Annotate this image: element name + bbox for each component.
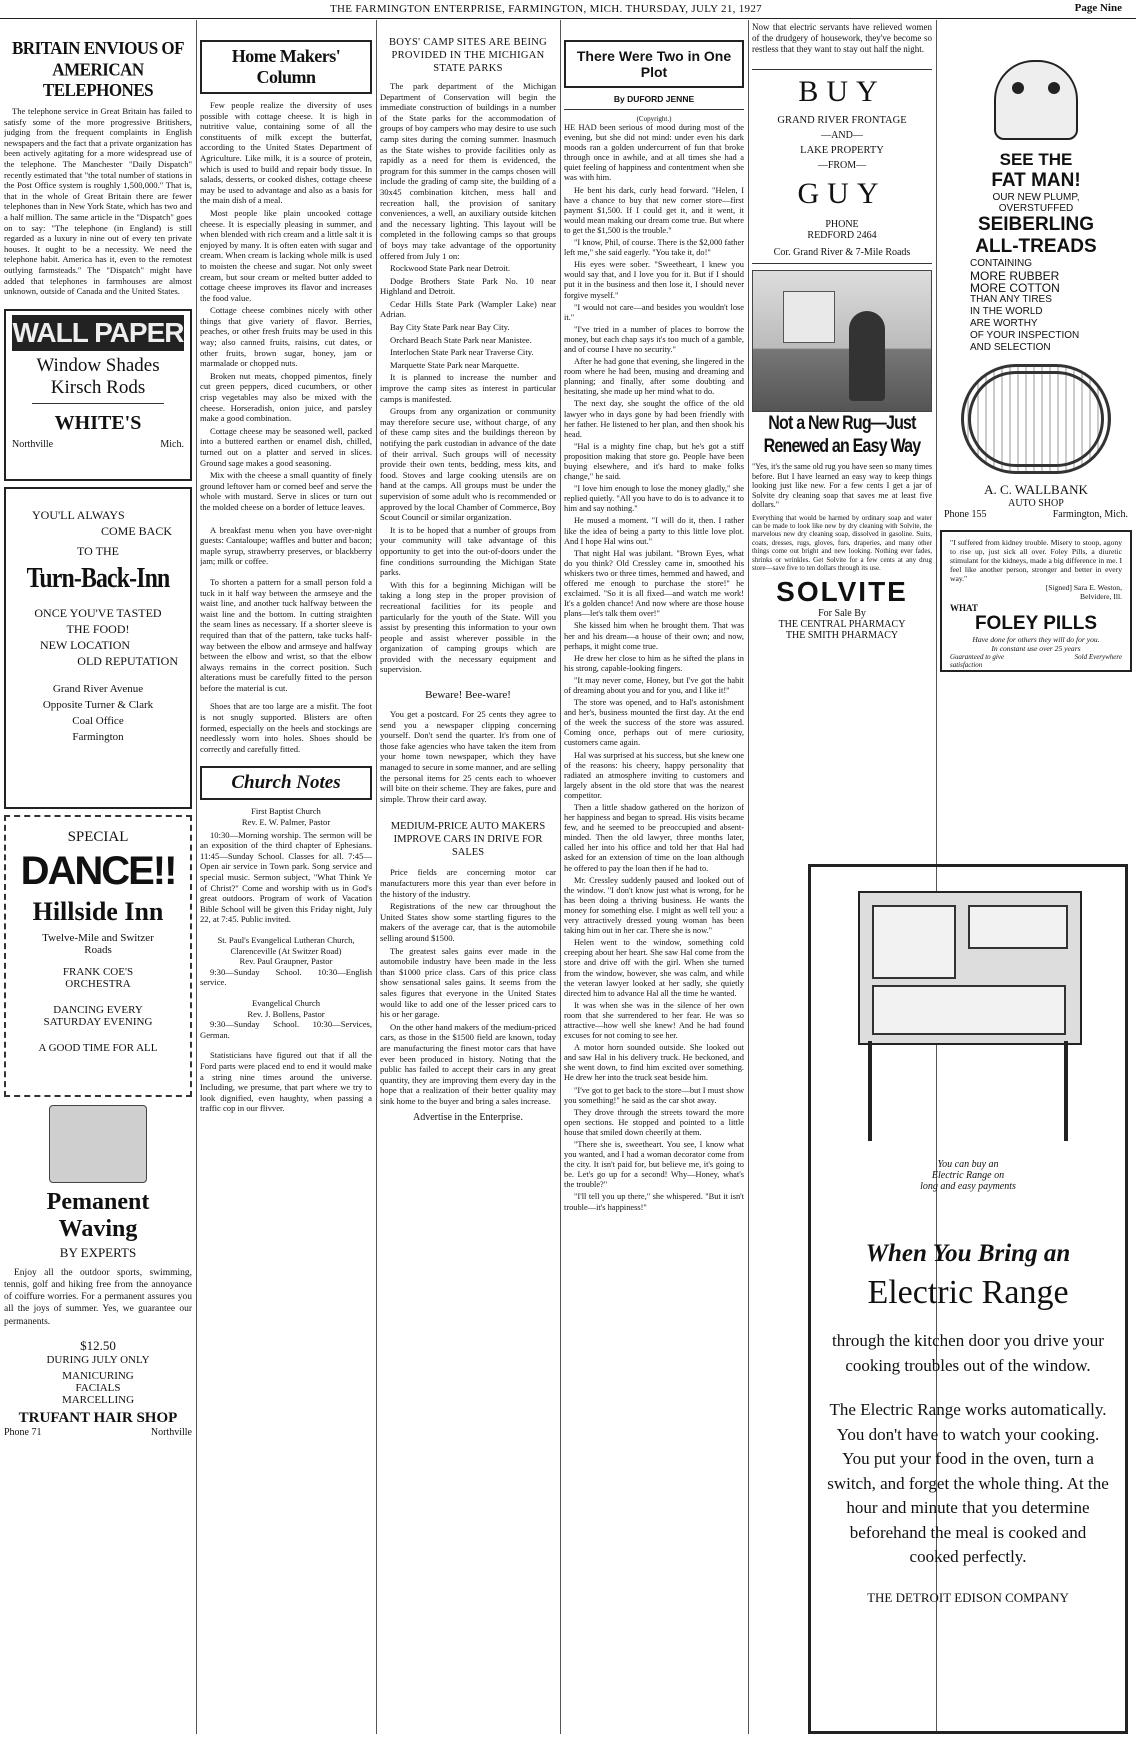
boys-camp-paragraph: It is to be hoped that a number of groups from your community will take advantage of this opportunity to get into the out-of-doors under the fine conditions surrounding the Michigan State parks. <box>380 524 556 578</box>
church3-name: Evangelical Church <box>251 997 320 1008</box>
buy-phone: REDFORD 2464 <box>807 230 877 241</box>
masthead <box>0 0 1136 19</box>
beware-headline: Beware! Bee-ware! <box>425 689 511 702</box>
tire-bullet: CONTAINING <box>970 258 1033 269</box>
solvite-for-sale: For Sale By <box>818 608 866 620</box>
church3-pastor: Rev. J. Bollens, Pastor <box>247 1008 325 1019</box>
buy-from: —FROM— <box>817 160 867 171</box>
turnback-inn-ad <box>4 487 192 809</box>
waving-phone: Phone 71 <box>4 1426 42 1438</box>
turnback-name: Turn-Back-Inn <box>26 562 170 594</box>
column-2 <box>200 22 372 1734</box>
range-caption1: You can buy an <box>937 1159 999 1170</box>
auto-article <box>380 867 556 1106</box>
turnback-addr2: Opposite Turner & Clark <box>42 698 154 711</box>
woman-portrait-illustration <box>49 1105 147 1183</box>
britain-article: The telephone service in Great Britain has failed to satisfy some of the more progressive Britishers, judging from the frequent complaints in English newspapers and the fact that a private organization has been actively agitating for a more widespread use of the telephone. The Manchester "Daily Dispatch" recently estimated that "the total number of stations in the Post Office system is roughly 1,500,000." That is, that in the whole of Great Britain there are fewer telephones than in New York State, which has two and a half million. The same article in the "Dispatch" goes on to say: "The telephone (in England) is still regarded as a luxury in nine out of every ten private houses. It ought to be a necessity. We need the telephone habit. America has it, even to the remotest outlying farmsteads." The "Dispatch" might have added that telephones in farmhouses are almost unknown, outside of Canada and the United States. <box>4 106 192 297</box>
dance-location: Twelve-Mile and Switzer Roads <box>42 931 154 956</box>
turnback-line3: TO THE <box>77 543 119 558</box>
tire-sub1: OUR NEW PLUMP, <box>992 192 1080 203</box>
tire-bullet: ARE WORTHY <box>970 318 1038 329</box>
homemakers-paragraph: To shorten a pattern for a small person fold a tuck in it half way between the armseye and the waist line, and another tuck halfway between the waist line and the bottom. In cutting straighten the seam lines as necessary. If a shorter sleeve is required than that of the pattern, take tucks half-way between the elbow and armseye and halfway between the elbow and wrist, so that the elbow always remains in the correct position. Such alterations must be carefully fitted to the person before the material is cut. <box>200 576 372 693</box>
wallpaper-state: Mich. <box>160 438 184 450</box>
church1-schedule: 10:30—Morning worship. The sermon will be an exposition of the third chapter of Ephesians. 11:45—Sunday School. Classes for all. 7:45—Open air service in Town park. Song service and special music. Sermon subject, "What Think Ye of Christ?" Come and worship with us in God's great outdoors. Program of work of Vacation Bible School will be given this Friday night, July 22, at 7:45. Public invited. <box>200 829 372 925</box>
tire-fat-man: FAT MAN! <box>991 170 1081 191</box>
boys-camp-paragraph: The park department of the Michigan Department of Conservation will begin the immediate construction of buildings in a number of the State parks for the accommodation of groups of boy campers who may desire to use such camp sites during the coming summer. Inasmuch as the State wishes to provide facilities only as rapidly as a need for them is evidenced, the program for this summer in the camps chosen will include the grading of camp site, the building of a 30x45 combination kitchen, mess hall and recreation hall, the provision of sanitary conveniences, a well, an auxiliary outside kitchen and the necessary lighting. This layout will be completed in the following camps so that groups of boys may take advantage of the opportunity offered from July 1 on: <box>380 81 556 261</box>
foley-what: WHAT <box>950 603 978 613</box>
tire-bullet: THAN ANY TIRES <box>970 294 1052 305</box>
homemakers-paragraph: Few people realize the diversity of uses possible with cottage cheese. It is high in nutritive value, containing some of all the constituents of milk except the butterfat, according to the United States Department of Agriculture. Like milk, it is a source of protein, which is used to build and repair body tissue. In salads, desserts, or cooked dishes, cottage cheese may be used to advantage and also as a basis for the main dish of a meal. <box>200 100 372 206</box>
waving-shop: TRUFANT HAIR SHOP <box>18 1409 178 1426</box>
waving-town: Northville <box>150 1426 192 1438</box>
tire-bullet: MORE COTTON <box>970 281 1060 295</box>
story-paragraph: They drove through the streets toward the more open sections. He stopped and pointed to a little house that smiled down cheerily at them. <box>564 1107 744 1137</box>
story-paragraph: "I'll tell you up there," she whispered. "But it isn't trouble—it's happiness!" <box>564 1192 744 1212</box>
tire-illustration <box>961 364 1111 474</box>
servants-filler: Now that electric servants have relieved women of the drudgery of housework, they've become so restless that they want to stay out half the night. <box>752 22 932 54</box>
range-body: The Electric Range works automatically. You don't have to watch your cooking. You put your food in the oven, turn a switch, and forget the whole thing. At the hour and minute that you determine beforehand the meal is cooked and cooked perfectly. <box>827 1400 1109 1566</box>
statisticians-paragraph: Statisticians have figured out that if all the Ford parts were placed end to end it would make a string nine times around the universe. Including, we presume, that part where we try to look dignified, even haughty, when passing a traffic cop in our flivver. <box>200 1050 372 1114</box>
masthead-title: THE FARMINGTON ENTERPRISE, FARMINGTON, MICH. THURSDAY, JULY 21, 1927 <box>330 3 762 15</box>
column-6 <box>940 22 1132 872</box>
story-paragraph: Mr. Cressley suddenly paused and looked out of the window. "I don't know just what is wrong, for he has been doing a thriving business. He wants the money for something else. I might as well tell you: a very attractively dressed young woman has been taking him out in her car. There she is now." <box>564 875 744 936</box>
foley-location: Belvidere, Ill. <box>1080 592 1122 601</box>
story-paragraph: A motor horn sounded outside. She looked out and saw Hal in his delivery truck. He beckoned, and she went down, to find him excited over something. He drew her into the truck seat beside him. <box>564 1043 744 1083</box>
boys-camp-paragraph: Interlochen State Park near Traverse City. <box>390 347 534 358</box>
boys-camp-paragraph: Orchard Beach State Park near Manistee. <box>390 334 532 345</box>
auto-paragraph: On the other hand makers of the medium-priced cars, as those in the $1500 field are known, today are manufacturing the finest motor cars that have ever been produced in history. Noting that the public has failed to accept their cars in any great quantity, they are improving them every day in the hope that a realization of their better quality may sink home to the buyer and bring a sales increase. <box>380 1021 556 1106</box>
dance-tagline: A GOOD TIME FOR ALL <box>38 1041 158 1054</box>
buy-lake: LAKE PROPERTY <box>800 145 884 156</box>
story-paragraph: "There she is, sweetheart. You see, I know what you wanted, and I had a woman decorator come from the city. It isn't paid for, but believe me, it's going to be. Let's go up for a second! Why—Honey, what's the trouble?" <box>564 1140 744 1190</box>
foley-guarantee: Guaranteed to give satisfaction <box>950 653 1005 669</box>
range-headline1: When You Bring an <box>865 1240 1071 1267</box>
story-title: There Were Two in One Plot <box>576 48 732 80</box>
story-paragraph: HE HAD been serious of mood during most of the evening, but she did not mind: under even his dark moods ran a golden undercurrent of fun that broke through once in awhile, and at all times she had a quiet feeling of happiness and contentment when she was with him. <box>564 123 744 183</box>
buy-property-ad <box>752 75 932 258</box>
church3-schedule: 9:30—Sunday School. 10:30—Services, German. <box>200 1019 372 1040</box>
advertise-footer: Advertise in the Enterprise. <box>413 1112 523 1124</box>
turnback-addr3: Coal Office <box>72 714 124 727</box>
homemakers-paragraph: Broken nut meats, chopped pimentos, finely cut green peppers, diced cucumbers, or other crisp vegetables may also be mixed with the cheese. Horseradish, onion juice, and parsley make a good combination. <box>200 370 372 424</box>
boys-camp-paragraph: Dodge Brothers State Park No. 10 near Highland and Detroit. <box>380 275 556 297</box>
story-paragraph: "I love him enough to lose the money gladly," she replied quietly. "All you have to do is to advance it to him and say nothing." <box>564 484 744 514</box>
column-3 <box>380 22 556 1734</box>
electric-range-ad <box>808 864 1128 1734</box>
story-paragraph: He mused a moment. "I will do it, then. I rather like the idea of being a party to this little love plot. And I hope Hal wins out." <box>564 516 744 546</box>
range-headline2: Electric Range <box>867 1274 1069 1311</box>
buy-and: —AND— <box>821 130 863 141</box>
story-paragraph: It was when she was in the silence of her own room that she surrendered to her fear. He was so attractive—how well she knew! And he had found excuses for not coming to see her. <box>564 1000 744 1041</box>
foley-since: In constant use over 25 years <box>991 644 1081 653</box>
turnback-line5: THE FOOD! <box>66 621 130 636</box>
dance-when: DANCING EVERY SATURDAY EVENING <box>43 1003 153 1028</box>
turnback-line4: ONCE YOU'VE TASTED <box>34 605 162 620</box>
turnback-line1: YOU'LL ALWAYS <box>32 507 125 522</box>
tire-phone: Phone 155 <box>944 509 987 520</box>
waving-ad <box>4 1105 192 1438</box>
homemakers-paragraph: Most people like plain uncooked cottage cheese. It is especially pleasing in summer, and when blended with rich cream and a little salt it is enjoyed by many. It is often eaten with sugar and cream. When cream is lacking whole milk is used to moisten the cheese and sugar. Not only sweet cream, but sour cream or melted butter added to cottage cheese improves its flavor and increases the food value. <box>200 207 372 303</box>
boys-camp-paragraph: With this for a beginning Michigan will be taking a long step in the proper provision of recreational facilities for its people and particularly for the youth of the State. Will you assist by presenting this information to your own people and assist wherever possible in the organization of camping groups which are provided with the necessary equipment and supervision. <box>380 579 556 675</box>
homemakers-body <box>200 100 372 754</box>
dance-title: DANCE!! <box>20 848 176 893</box>
waving-experts: BY EXPERTS <box>59 1244 137 1260</box>
rug-headline: Not a New Rug—Just Renewed an Easy Way <box>763 413 921 457</box>
story-paragraph: "I've got to get back to the store—but I must show you something!" he said as the car shot away. <box>564 1085 744 1105</box>
story-paragraph: "I would not care—and besides you wouldn't lose it." <box>564 302 744 322</box>
waving-service2: FACIALS <box>75 1381 121 1394</box>
homemakers-paragraph: A breakfast menu when you have over-night guests: Cantaloupe; waffles and butter and bacon; maple syrup, strawberry preserves, or blackberry jam; milk or coffee. <box>200 524 372 567</box>
tire-brand: SEIBERLING <box>977 214 1095 235</box>
rug-cleaning-illustration <box>752 270 932 412</box>
story-paragraph: Then a little shadow gathered on the horizon of her happiness and began to spread. His visits became few, and he seemed to be preoccupied and absent-minded. Then the old lawyer, three months later, called her into his office and told her that Hal had asked for an extension of time on the loan although he offered to pay the loan then if he had to. <box>564 803 744 873</box>
solvite-store2: THE SMITH PHARMACY <box>785 630 899 642</box>
waving-body: Enjoy all the outdoor sports, swimming, tennis, golf and hiking free from the annoyance of coiffure worries. For a permanent assures you all the joys of summer. Yes, we guarantee our permanents. <box>4 1267 192 1327</box>
story-paragraph: Helen went to the window, something cold creeping about her heart. She saw Hal come from the store and drive off with the girl. When she turned from the window, however, she was calm, and while the veteran lawyer looked at her sadly, she quietly directed him to advance Hal all the time he wanted. <box>564 938 744 998</box>
story-paragraph: She kissed him when he brought them. That was her and his dream—a house of their own; and now, perhaps, it might come true. <box>564 621 744 651</box>
auto-paragraph: Price fields are concerning motor car manufacturers more this year than ever before in the history of the industry. <box>380 867 556 899</box>
buy-frontage: GRAND RIVER FRONTAGE <box>777 115 907 126</box>
story-paragraph: "Hal is a mighty fine chap, but he's got a stiff proposition making that store go. People have been buying elsewhere, and it's hard to make folks change," he said. <box>564 441 744 482</box>
boys-camp-paragraph: It is planned to increase the number and improve the camp sites as interest in particular camps is manifested. <box>380 372 556 404</box>
tire-dealer: A. C. WALLBANK <box>984 482 1088 497</box>
tire-see: SEE THE <box>999 150 1073 169</box>
range-subhead: through the kitchen door you drive your cooking troubles out of the window. <box>832 1331 1104 1375</box>
boys-camp-paragraph: Rockwood State Park near Detroit. <box>390 263 511 274</box>
turnback-addr4: Farmington <box>72 730 124 743</box>
church1-name: First Baptist Church <box>251 806 321 817</box>
story-paragraph: That night Hal was jubilant. "Brown Eyes, what do you think? Old Cressley came in, smoothed his whiskers two or three times, hemmed and hawed, and offered me enough to purchase the store!" he exclaimed. "So it is all fixed—and watch me work! It's a golden chance! And now where are those house plans—let's talk them over!" <box>564 548 744 619</box>
range-caption3: long and easy payments <box>920 1181 1016 1192</box>
buy-phone-label: PHONE <box>825 219 859 230</box>
story-paragraph: Hal was surprised at his success, but she knew one of the reasons: his cheery, happy personality that radiated an atmosphere inviting to customers and largely absent in the old store that was the nearest competitor. <box>564 750 744 800</box>
boys-camp-paragraph: Cedar Hills State Park (Wampler Lake) near Adrian. <box>380 298 556 320</box>
electric-range-illustration <box>848 881 1088 1151</box>
column-rule <box>748 20 749 1734</box>
turnback-line6: NEW LOCATION <box>40 637 131 652</box>
solvite-brand: SOLVITE <box>776 576 908 608</box>
auto-paragraph: Registrations of the new car throughout the United States show some startling figures to the makers of the average car, that is the automobile selling around $1500. <box>380 901 556 943</box>
boys-camp-article <box>380 81 556 675</box>
range-caption2: Electric Range on <box>931 1170 1005 1181</box>
buy-address: Cor. Grand River & 7-Mile Roads <box>773 247 911 258</box>
story-paragraph: The next day, she sought the office of the old lawyer who in days gone by had been friendly with her father. He listened to her plan, and then shook his head. <box>564 399 744 439</box>
dance-ad <box>4 815 192 1097</box>
tire-bullet: MORE RUBBER <box>970 269 1060 283</box>
waving-during: DURING JULY ONLY <box>46 1353 150 1366</box>
rug-quote: "Yes, it's the same old rug you have seen so many times before. But I have learned an easy way to keep things looking just like new. For a few cents I get a jar of Solvite dry cleaning soap that saves me at least five dollars." <box>752 462 932 509</box>
solvite-store1: THE CENTRAL PHARMACY <box>778 619 906 631</box>
britain-headline: BRITAIN ENVIOUS OF AMERICAN TELEPHONES <box>11 38 185 101</box>
fat-man-illustration <box>994 60 1078 140</box>
turnback-line2: COME BACK <box>100 523 172 538</box>
tire-town: Farmington, Mich. <box>1052 509 1128 520</box>
waving-title2: Waving <box>58 1215 138 1242</box>
tire-treads: ALL-TREADS <box>975 236 1097 257</box>
beware-body: You get a postcard. For 25 cents they agree to send you a newspaper clipping concerning yourself. Don't send the quarter. It's from one of those fake agencies who have taken the item from your home town newspaper, which they have managed to secure in some manner, and are selling the personal items for 25 cents each to whoever will bite on their scheme. They are fakes, pure and simple. Throw their card away. <box>380 709 556 804</box>
wallpaper-banner: WALL PAPER <box>12 315 184 351</box>
dance-band: FRANK COE'S ORCHESTRA <box>62 965 134 990</box>
church-notes-headline-box <box>200 766 372 800</box>
foley-signature: [Signed] Sara E. Weston, <box>1045 583 1122 592</box>
story-paragraph: "I've tried in a number of places to borrow the money, but each chap says it's too much of a gamble, and of course I have no security." <box>564 324 744 354</box>
page-number: Page Nine <box>1074 2 1122 14</box>
church-notes-headline: Church Notes <box>231 772 341 794</box>
turnback-addr1: Grand River Avenue <box>52 682 144 695</box>
boys-camp-paragraph: Bay City State Park near Bay City. <box>390 322 510 333</box>
church2-schedule: 9:30—Sunday School. 10:30—English service. <box>200 966 372 988</box>
turnback-line7: OLD REPUTATION <box>77 653 178 668</box>
homemakers-paragraph: Cottage cheese may be seasoned well, packed into a buttered earthen or enamel dish, chilled, turned out on a platter and served in slices. Ground sage makes a good seasoning. <box>200 425 372 468</box>
story-paragraph: The store was opened, and to Hal's astonishment and her's, business mounted the first day. At the end of the week the success of the store was assured. Coming once, perhaps out of mere curiosity, customers came again. <box>564 698 744 748</box>
column-4 <box>564 22 744 1734</box>
homemakers-paragraph: Mix with the cheese a small quantity of finely ground leftover ham or corned beef and serve the whole with mustard. Serve in slices or turn out the molded cheese on a border of lettuce leaves. <box>200 470 372 512</box>
story-copyright: (Copyright.) <box>636 115 672 123</box>
column-1 <box>4 22 192 1734</box>
waving-service3: MARCELLING <box>61 1393 135 1406</box>
story-byline: By DUFORD JENNE <box>613 94 695 104</box>
dance-venue: Hillside Inn <box>32 896 164 926</box>
column-rule <box>196 20 197 1734</box>
story-paragraph: "I know, Phil, of course. There is the $2,000 father left me," she said eagerly. "You take it, do!" <box>564 238 744 258</box>
range-company: THE DETROIT EDISON COMPANY <box>867 1589 1069 1605</box>
church2-pastor: Rev. Paul Graupner, Pastor <box>239 956 333 967</box>
wallpaper-ad <box>4 309 192 481</box>
story-body <box>564 123 744 1213</box>
story-paragraph: He drew her close to him as he sifted the plans in his strong, capable-looking fingers. <box>564 653 744 673</box>
auto-paragraph: The greatest sales gains ever made in the automobile industry have been made in the less than $1000 price class. Cars of this price class show sensational sales gains. It seems from the sales figures that everyone in the United States would like to add one of the lesser priced cars to his or her garage. <box>380 945 556 1020</box>
story-paragraph: He bent his dark, curly head forward. "Helen, I have a chance to buy that new corner store—first payment $1,500. If I could get it, and it went, it would mean making our dream come true. But where to get the $1,500 is the trouble." <box>564 185 744 235</box>
auto-headline: MEDIUM-PRICE AUTO MAKERS IMPROVE CARS IN DRIVE FOR SALES <box>390 821 546 859</box>
church1-pastor: Rev. E. W. Palmer, Pastor <box>241 817 331 828</box>
foley-name: FOLEY PILLS <box>974 613 1098 634</box>
buy-guy: GUY <box>797 177 887 210</box>
story-paragraph: After he had gone that evening, she lingered in the room where he had been, musing and dreaming and planning; and finally, after some doubting and hesitating, she made up her mind what to do. <box>564 357 744 397</box>
tire-bullet: IN THE WORLD <box>970 306 1043 317</box>
homemakers-paragraph: Shoes that are too large are a misfit. The foot is not snugly supported. Blisters are often formed, especially on the heels and stockings are needlessly worn into holes. Shoes should be correctly and carefully fitted. <box>200 701 372 754</box>
wallpaper-store: WHITE'S <box>54 411 142 434</box>
church2-name: St. Paul's Evangelical Lutheran Church, Clarenceville (At Switzer Road) <box>217 934 355 956</box>
foley-pills-ad <box>940 530 1132 672</box>
foley-tagline: Have done for others they will do for you. <box>972 635 1100 644</box>
boys-camp-headline: BOYS' CAMP SITES ARE BEING PROVIDED IN THE MICHIGAN STATE PARKS <box>388 37 548 74</box>
foley-quote: "I suffered from kidney trouble. Misery to stoop, agony to rise up, just sick all over. Foley Pills, a diuretic stimulant for the kidneys, made a big difference in me. I feel like another person, stronger and better in every way." <box>950 538 1122 583</box>
buy-title: BUY <box>798 75 886 108</box>
church-notes <box>200 806 372 1113</box>
tire-sub2: OVERSTUFFED <box>998 203 1074 214</box>
homemakers-headline-box <box>200 40 372 94</box>
rug-fine-print: Everything that would be harmed by ordinary soap and water can be made to look like new by dry cleaning with Solvite, the marvelous new dry cleaning soap, dissolved in gasoline. Suits, coats, dresses, rugs, gloves, furs, draperies, and many other things come out bright and new looking. Nothing ever fades, shrinks or wrinkles. Get Solvite for a few cents at any drug store—save five to ten dollars through its use. <box>752 513 932 572</box>
tire-bullet: AND SELECTION <box>970 342 1051 353</box>
homemakers-headline: Home Makers' Column <box>231 46 341 87</box>
homemakers-paragraph: Cottage cheese combines nicely with other things that give variety of flavor. Berries, peaches, or other fresh fruits may be used in this way; also canned fruits, raisins, cut dates, or other fruits, brown sugar, honey, jam or marmalade or chopped nuts. <box>200 305 372 369</box>
wallpaper-line2: Kirsch Rods <box>50 376 146 398</box>
story-paragraph: His eyes were sober. "Sweetheart, I knew you would say that, and I love you for it. But if I should put it in the business and then lose it, I should never forgive myself." <box>564 260 744 300</box>
story-title-box <box>564 40 744 88</box>
waving-title1: Pemanent <box>46 1188 150 1215</box>
tire-bullet: OF YOUR INSPECTION <box>970 330 1080 341</box>
story-paragraph: "It may never come, Honey, but I've got the habit of dreaming about you and for you, and I like it!" <box>564 675 744 695</box>
foley-sold: Sold Everywhere <box>1074 653 1122 661</box>
dance-special: SPECIAL <box>67 828 129 845</box>
tire-shop: AUTO SHOP <box>1008 498 1064 509</box>
wallpaper-town: Northville <box>12 438 54 450</box>
column-rule <box>560 20 561 1734</box>
wallpaper-line1: Window Shades <box>36 354 160 376</box>
waving-price: $12.50 <box>80 1337 116 1353</box>
boys-camp-paragraph: Marquette State Park near Marquette. <box>390 359 520 370</box>
waving-service1: MANICURING <box>62 1369 134 1382</box>
boys-camp-paragraph: Groups from any organization or community may therefore secure use, without charge, of any of these camp sites and the buildings thereon by notifying the park custodian in advance of the date of their arrival. Such groups will of necessity provide their own tents, bedding, mess kits, and food. Stoves and large cooking utensils are on hand at the camps. All groups must be under the supervision of some adult who is recommended or approved by the local Chamber of Commerce, Boy Scout Council or similar organization. <box>380 406 556 523</box>
tire-bullet-list <box>940 258 1132 354</box>
column-rule <box>376 20 377 1734</box>
tire-ad <box>940 60 1132 520</box>
